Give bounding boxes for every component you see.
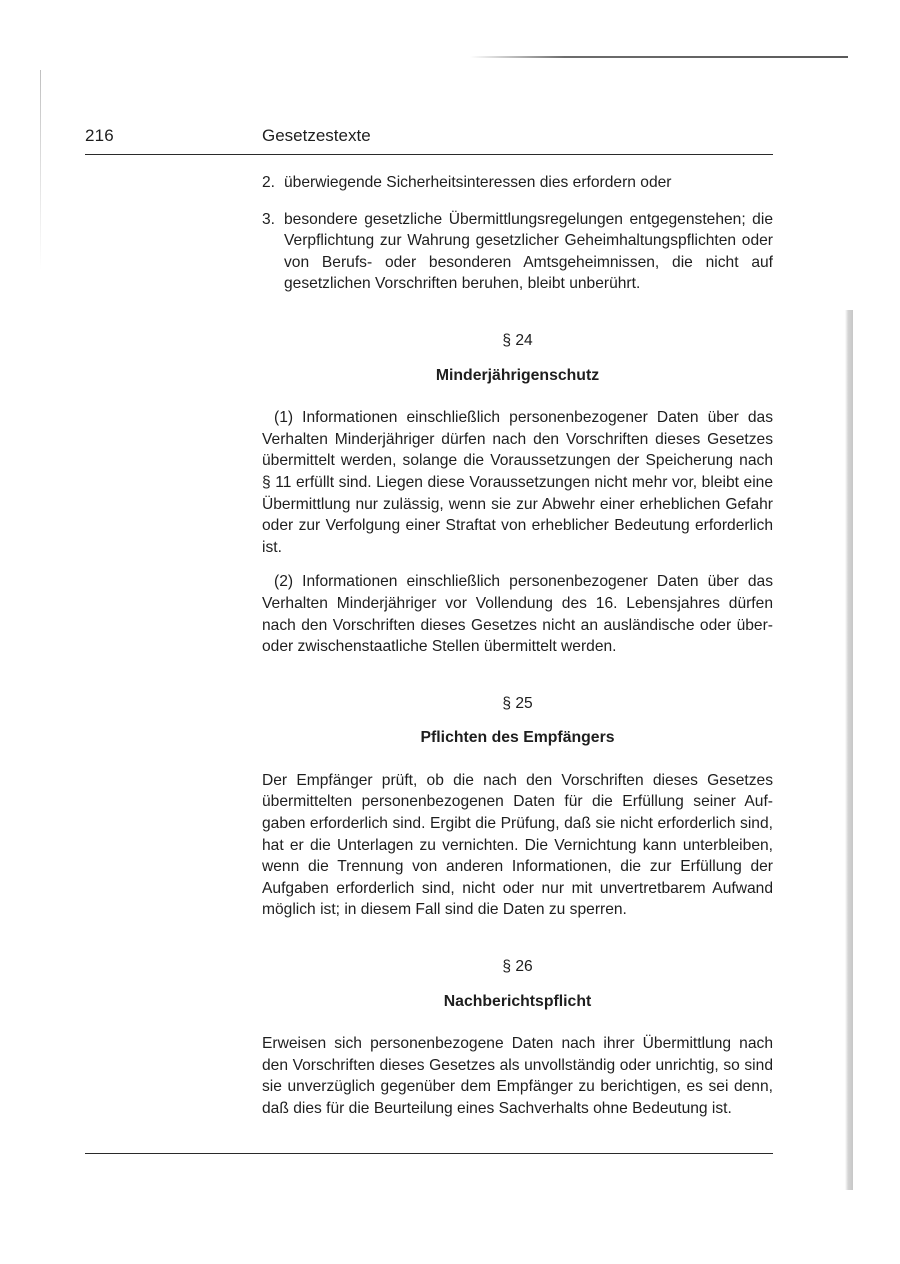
paragraph: Der Empfänger prüft, ob die nach den Vorschriften dieses Gesetzes übermittelten personenbezogenen Daten für die Erfüllung seiner Aufgaben erforderlich sind. Ergibt die Prüfung, daß sie nicht erforderlich sind, hat er die Unterlagen zu vernichten. Die Vernichtung kann unterbleiben, wenn die Trennung von anderen Informationen, die zur Erfüllung der Aufgaben erforderlich sind, nicht oder nur mit unvertretbarem Aufwand möglich ist; in diesem Fall sind die Daten zu sperren. (262, 771, 773, 919)
paragraph: Erweisen sich personenbezogene Daten nach ihrer Übermittlung nach den Vorschriften dieses Gesetzes als unvollständig oder unrichtig, so sind sie unverzüglich gegenüber dem Empfänger zu berichtigen, es sei denn, daß dies für die Beurteilung eines Sachverhalts ohne Bedeutung ist. (262, 1035, 773, 1117)
list-item-number: 2. (262, 174, 276, 191)
section-number: § 25 (502, 694, 533, 712)
section-heading: Nachberichtspflicht (443, 992, 592, 1010)
paragraph: (1) Informationen einschließlich personenbezogener Daten über das Verhalten Minderjähriger dürfen nach den Vorschriften dieses Gesetzes übermittelt werden, solange die Voraussetzungen der Speicherung nach § 11 erfüllt sind. Liegen diese Voraussetzungen nicht mehr vor, bleibt eine Übermittlung nur zulässig, wenn sie zur Abwehr einer erheblichen Gefahr oder zur Verfolgung einer Straftat von erheblicher Bedeutung erforderlich ist. (262, 409, 773, 556)
list-item-number: 3. (262, 210, 276, 228)
section-25 (262, 693, 773, 921)
section-heading: Pflichten des Empfängers (420, 729, 615, 747)
section-heading: Minderjährigenschutz (435, 366, 600, 384)
list-item (262, 172, 773, 194)
scan-edge-left (40, 70, 41, 270)
list-item-text: überwiegende Sicherheitsinteressen dies erfordern oder (284, 174, 672, 191)
section-number: § 24 (502, 331, 533, 349)
scan-edge-right (845, 310, 853, 1190)
list-item (262, 209, 773, 295)
section-24 (262, 330, 773, 658)
page-number: 216 (85, 126, 114, 145)
page-content (262, 172, 773, 1120)
section-number: § 26 (502, 958, 533, 976)
page-header (85, 126, 773, 155)
list-item-text: besondere gesetzliche Übermittlungsregelungen entgegenstehen; die Verpflichtung zur Wahrung gesetzlicher Geheimhaltungspflichten oder von Berufs- oder besonderen Amtsgeheimnissen, die nicht auf gesetzlichen Vorschriften beruhen, bleibt unberührt. (284, 210, 773, 293)
scan-edge-top (470, 56, 848, 58)
section-26 (262, 956, 773, 1120)
paragraph: (2) Informationen einschließlich personenbezogener Daten über das Verhalten Minderjähriger vor Vollendung des 16. Lebensjahres dürfen nach den Vorschriften dieses Gesetzes nicht an ausländische oder über- oder zwischenstaatliche Stellen übermittelt werden. (262, 573, 773, 656)
running-title: Gesetzestexte (262, 126, 371, 145)
footer-rule (85, 1153, 773, 1154)
